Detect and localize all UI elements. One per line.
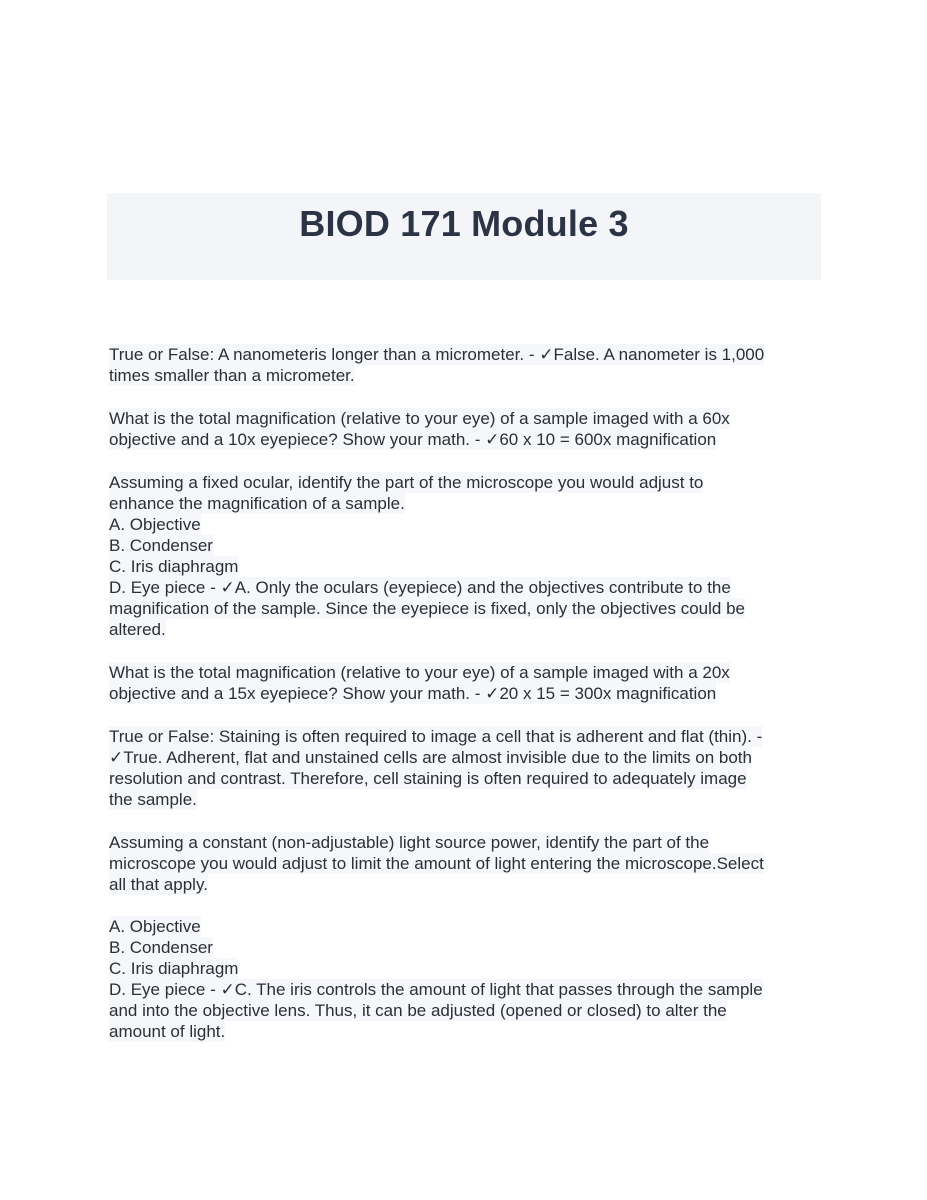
option-c: C. Iris diaphragm — [109, 959, 239, 978]
spacer — [109, 895, 821, 916]
title-banner — [107, 193, 821, 280]
text-line: amount of light. — [109, 1022, 226, 1041]
text-line: True or False: Staining is often required to image a cell that is adherent and flat (thin). - — [109, 727, 763, 746]
text-line: ✓True. Adherent, flat and unstained cells are almost invisible due to the limits on both — [109, 748, 752, 767]
text-line: True or False: A nanometeris longer than a micrometer. - ✓False. A nanometer is 1,000 — [109, 345, 765, 364]
option-c: C. Iris diaphragm — [109, 557, 239, 576]
text-line: What is the total magnification (relative to your eye) of a sample imaged with a 60x — [109, 409, 730, 428]
option-d-answer: D. Eye piece - ✓C. The iris controls the amount of light that passes through the sample — [109, 980, 763, 999]
text-line: microscope you would adjust to limit the amount of light entering the microscope.Select — [109, 854, 764, 873]
page-title: BIOD 171 Module 3 — [299, 203, 629, 244]
text-line: all that apply. — [109, 875, 208, 894]
question-4 — [109, 662, 821, 704]
option-b: B. Condenser — [109, 938, 213, 957]
question-2 — [109, 408, 821, 450]
option-a: A. Objective — [109, 917, 201, 936]
option-a: A. Objective — [109, 515, 201, 534]
question-6 — [109, 832, 821, 1042]
text-line: resolution and contrast. Therefore, cell staining is often required to adequately image — [109, 769, 747, 788]
text-line: Assuming a constant (non-adjustable) light source power, identify the part of the — [109, 833, 710, 852]
text-line: objective and a 10x eyepiece? Show your math. - ✓60 x 10 = 600x magnification — [109, 430, 717, 449]
text-line: altered. — [109, 620, 166, 639]
text-line: magnification of the sample. Since the eyepiece is fixed, only the objectives could be — [109, 599, 745, 618]
question-3 — [109, 472, 821, 640]
text-line: What is the total magnification (relative to your eye) of a sample imaged with a 20x — [109, 663, 730, 682]
option-d-answer: D. Eye piece - ✓A. Only the oculars (eyepiece) and the objectives contribute to the — [109, 578, 731, 597]
option-b: B. Condenser — [109, 536, 213, 555]
question-1 — [109, 344, 821, 386]
text-line: the sample. — [109, 790, 197, 809]
text-line: Assuming a fixed ocular, identify the part of the microscope you would adjust to — [109, 473, 704, 492]
document-body — [109, 344, 821, 1064]
text-line: times smaller than a micrometer. — [109, 366, 355, 385]
text-line: and into the objective lens. Thus, it can be adjusted (opened or closed) to alter the — [109, 1001, 727, 1020]
text-line: enhance the magnification of a sample. — [109, 494, 405, 513]
text-line: objective and a 15x eyepiece? Show your math. - ✓20 x 15 = 300x magnification — [109, 684, 717, 703]
question-5 — [109, 726, 821, 810]
